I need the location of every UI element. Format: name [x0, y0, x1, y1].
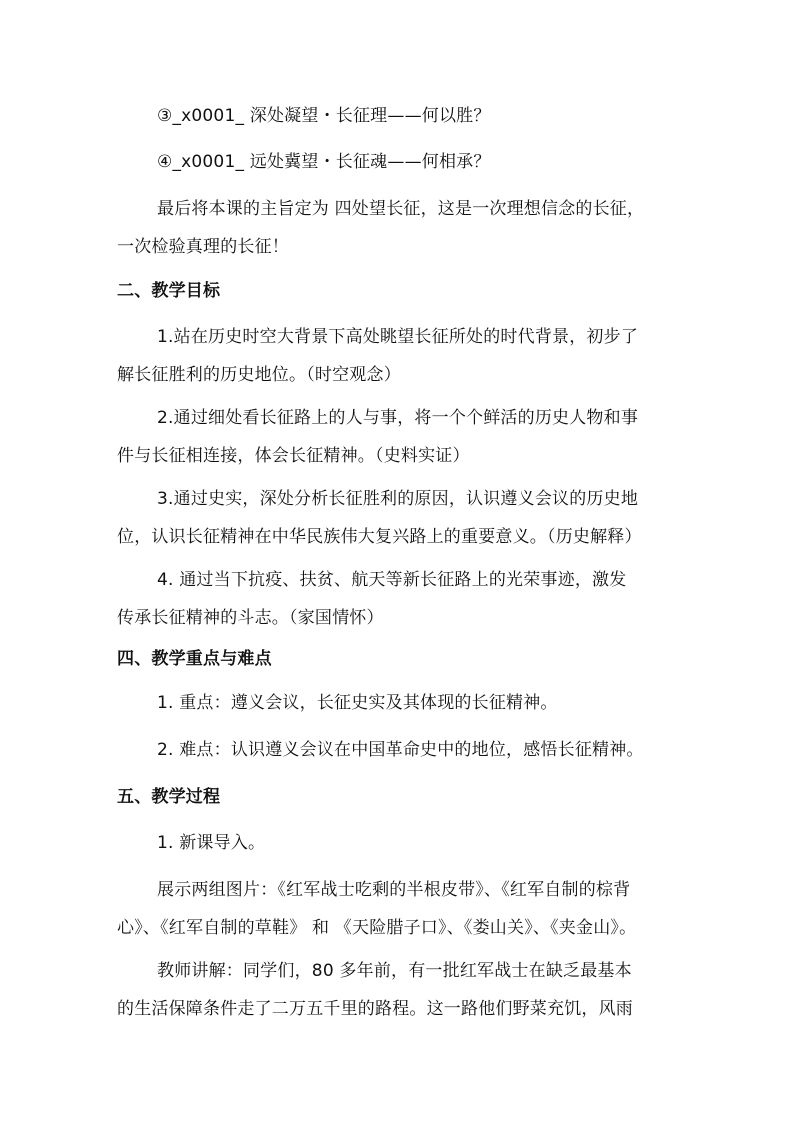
process-step-1-text: 1. 新课导入。 — [157, 833, 266, 853]
process-paragraph-images — [117, 871, 677, 947]
key-point-1 — [117, 684, 717, 722]
section-heading-key-points-text: 四、教学重点与难点 — [117, 649, 272, 669]
goal-3-line-2: 位，认识长征精神在中华民族伟大复兴路上的重要意义。（历史解释） — [117, 527, 642, 547]
goal-4-line-1: 4. 通过当下抗疫、扶贫、航天等新长征路上的光荣事迹，激发 — [157, 570, 627, 590]
section-heading-process — [117, 778, 677, 816]
goal-1-line-1: 1.站在历史时空大背景下高处眺望长征所处的时代背景，初步了 — [157, 327, 639, 347]
goal-2-line-2: 件与长征相连接，体会长征精神。（史料实证） — [117, 446, 470, 466]
process-paragraph-images-line-2: 心》、《红军自制的草鞋》 和 《天险腊子口》、《娄山关》、《夹金山》。 — [117, 918, 637, 938]
outline-item-3-text: ③_x0001_ 深处凝望・长征理——何以胜？ — [157, 106, 491, 126]
outline-item-4-text: ④_x0001_ 远处冀望・长征魂——何相承？ — [157, 152, 491, 172]
goal-2 — [117, 399, 677, 475]
process-paragraph-teacher-line-1: 教师讲解：同学们，80 多年前，有一批红军战士在缺乏最基本 — [157, 961, 632, 981]
summary-paragraph — [117, 190, 677, 266]
summary-line-1: 最后将本课的主旨定为 四处望长征，这是一次理想信念的长征， — [157, 199, 645, 219]
key-point-1-text: 1. 重点：遵义会议，长征史实及其体现的长征精神。 — [157, 693, 558, 713]
goal-1-line-2: 解长征胜利的历史地位。（时空观念） — [117, 365, 401, 385]
goal-4 — [117, 561, 677, 637]
goal-4-line-2: 传承长征精神的斗志。（家国情怀） — [117, 608, 384, 628]
process-paragraph-teacher — [117, 952, 677, 1028]
section-heading-goals — [117, 272, 677, 310]
goal-1 — [117, 318, 677, 394]
goal-3-line-1: 3.通过史实，深处分析长征胜利的原因，认识遵义会议的历史地 — [157, 489, 639, 509]
summary-line-2: 一次检验真理的长征！ — [117, 237, 289, 257]
goal-2-line-1: 2.通过细处看长征路上的人与事，将一个个鲜活的历史人物和事 — [157, 408, 639, 428]
section-heading-goals-text: 二、教学目标 — [117, 281, 221, 301]
section-heading-process-text: 五、教学过程 — [117, 787, 221, 807]
section-heading-key-points — [117, 640, 677, 678]
process-step-1 — [117, 824, 717, 862]
key-point-2 — [117, 731, 717, 769]
process-paragraph-teacher-line-2: 的生活保障条件走了二万五千里的路程。这一路他们野菜充饥，风雨 — [117, 999, 633, 1019]
goal-3 — [117, 480, 677, 556]
process-paragraph-images-line-1: 展示两组图片：《红军战士吃剩的半根皮带》、《红军自制的棕背 — [157, 880, 631, 900]
key-point-2-text: 2. 难点：认识遵义会议在中国革命史中的地位，感悟长征精神。 — [157, 740, 644, 760]
outline-item-3 — [117, 97, 717, 135]
outline-item-4 — [117, 143, 717, 181]
